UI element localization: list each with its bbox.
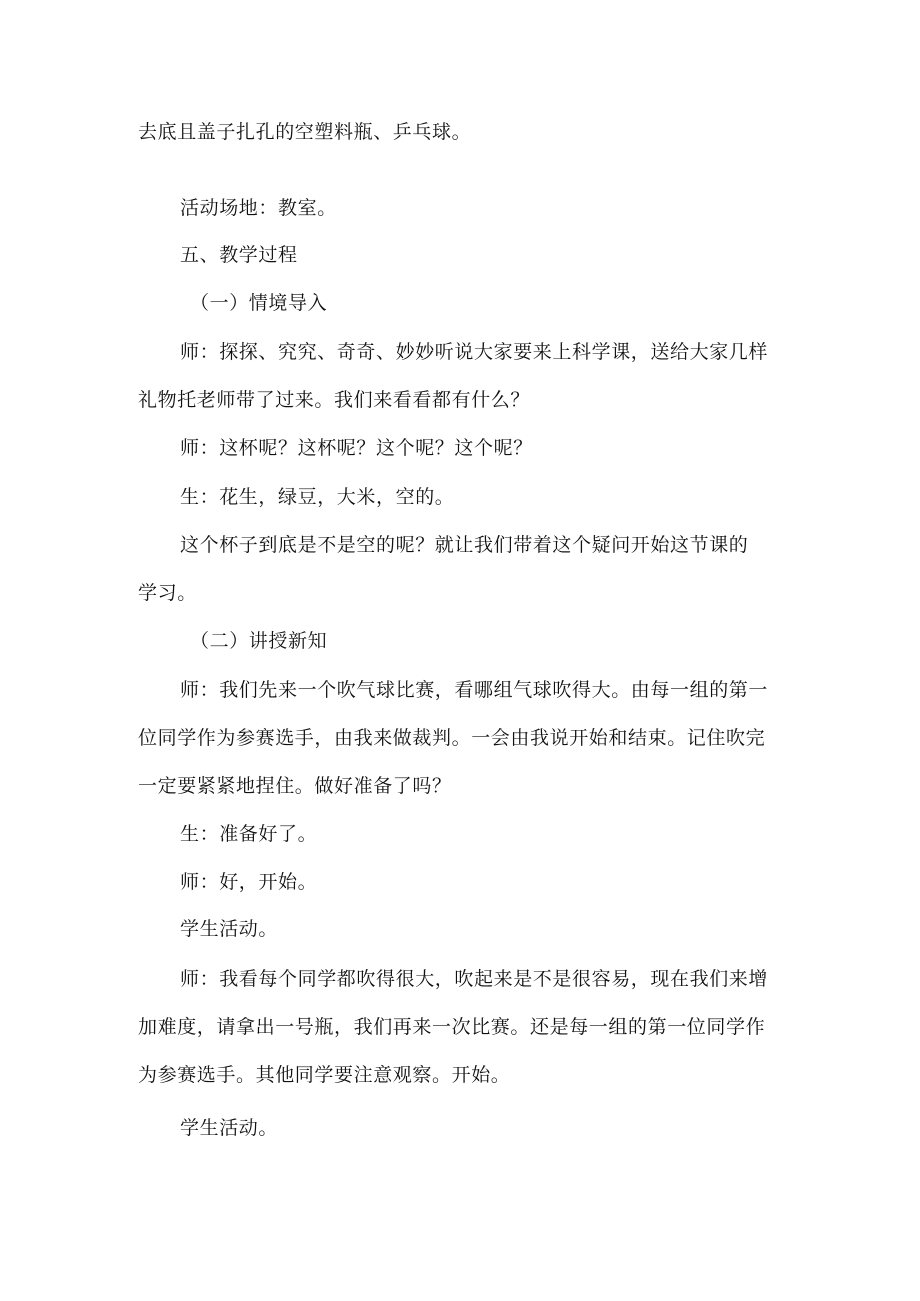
- text-line: 加难度，请拿出一号瓶，我们再来一次比赛。还是每一组的第一位同学作: [138, 1016, 766, 1038]
- text-line: 师：好，开始。: [180, 871, 318, 893]
- section-heading: 五、教学过程: [180, 244, 298, 266]
- text-line: 生：准备好了。: [180, 823, 318, 845]
- text-line: 礼物托老师带了过来。我们来看看都有什么？: [138, 389, 531, 411]
- text-line: 为参赛选手。其他同学要注意观察。开始。: [138, 1064, 511, 1086]
- text-line: 这个杯子到底是不是空的呢？就让我们带着这个疑问开始这节课的: [180, 534, 749, 556]
- text-line: 学生活动。: [180, 918, 279, 940]
- text-line: 学生活动。: [180, 1117, 279, 1139]
- subsection-heading: （一）情境导入: [190, 292, 328, 314]
- text-line: 位同学作为参赛选手，由我来做裁判。一会由我说开始和结束。记住吹完: [138, 727, 766, 749]
- text-line: 去底且盖子扎孔的空塑料瓶、乒乓球。: [138, 121, 472, 143]
- subsection-heading: （二）讲授新知: [190, 630, 328, 652]
- text-line: 师：探探、究究、奇奇、妙妙听说大家要来上科学课，送给大家几样: [180, 341, 769, 363]
- text-line: 师：我们先来一个吹气球比赛，看哪组气球吹得大。由每一组的第一: [180, 679, 769, 701]
- text-line: 学习。: [138, 582, 197, 604]
- text-line: 师：这杯呢？这杯呢？这个呢？这个呢？: [180, 437, 533, 459]
- text-line: 师：我看每个同学都吹得很大，吹起来是不是很容易，现在我们来增: [180, 968, 769, 990]
- text-line: 活动场地：教室。: [180, 197, 337, 219]
- text-line: 一定要紧紧地捏住。做好准备了吗？: [138, 775, 452, 797]
- text-line: 生：花生，绿豆，大米，空的。: [180, 486, 455, 508]
